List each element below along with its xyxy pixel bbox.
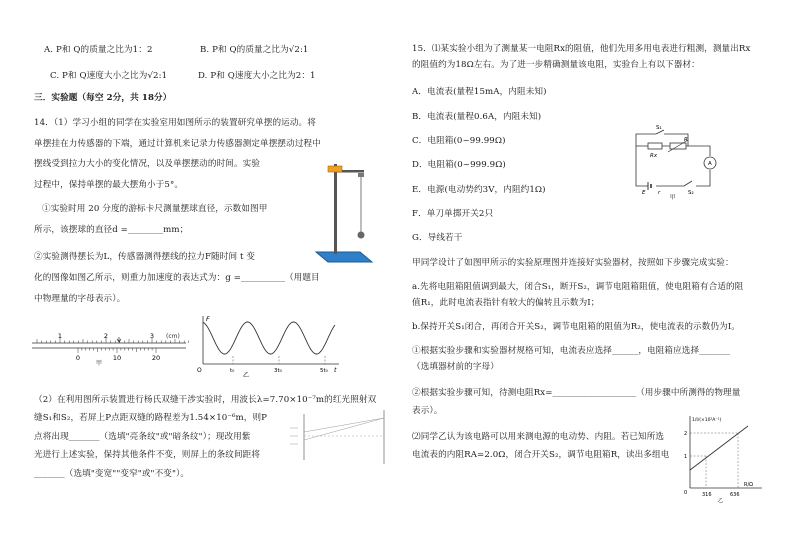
pendulum-stand-figure — [312, 160, 376, 270]
choice-b: B. P和 Q的质量之比为√2:1 — [200, 45, 309, 55]
inverse-current-graph — [676, 410, 766, 504]
graph2-caption: 乙 — [718, 498, 724, 504]
q14-part2-line-2: 缝S₁和S₂，若屏上P点距双缝的路程差为1.54×10⁻⁶m，则P — [34, 413, 268, 423]
section-heading: 三．实验题（每空 2分，共 18分） — [34, 93, 172, 103]
y-axis-label-2: 1/I/(×10²A⁻¹) — [692, 418, 722, 423]
x-axis-label-2: R/Ω — [744, 482, 753, 488]
main-tick-label-1: 1 — [57, 332, 63, 340]
caliper-unit: (cm) — [166, 333, 180, 340]
item-b: B．电流表(量程0.6A，内阻未知) — [412, 112, 542, 122]
vernier-tick-label-20: 20 — [151, 354, 161, 362]
switch-s2 — [684, 181, 692, 186]
q15-step-a-2: 值R₁，此时电流表指针有较大的偏转且示数为I； — [412, 298, 600, 308]
t0-tick: t₀ — [230, 368, 235, 374]
item-g: G．导线若干 — [412, 233, 463, 243]
5t0-tick: 5t₀ — [320, 368, 328, 374]
arrow-marker — [117, 337, 121, 342]
q15-sub1-1: ①根据实验步骤和实验器材规格可知，电流表应选择______，电阻箱应选择_______ — [412, 346, 730, 356]
item-c: C．电阻箱(0~99.99Ω) — [412, 136, 506, 146]
q15-line-2: 的阻值约为18Ω左右。为了进一步精确测量该电阻，实验台上有以下器材： — [412, 60, 700, 70]
y-tick-2: 2 — [684, 431, 688, 437]
y-axis-label: F — [206, 315, 210, 323]
q14-line-1: 14．（1）学习小组的同学在实验室用如图所示的装置研究单摆的运动。将 — [34, 118, 316, 128]
origin-label: O — [197, 367, 202, 374]
caliper-caption: 甲 — [96, 360, 103, 366]
graph-caption: 乙 — [243, 372, 250, 378]
origin-label-2: 0 — [684, 490, 688, 496]
q15-line-1: 15．⑴某实验小组为了测量某一电阻Rx的阻值，他们先用多用电表进行粗测，测量出Rx — [412, 44, 751, 54]
item-e: E．电源(电动势约3V，内阻约1Ω) — [412, 185, 546, 195]
q15-part2-1: ⑵同学乙认为该电路可以用来测电源的电动势、内阻。若已知所选 — [412, 432, 665, 442]
q15-step-intro: 甲同学设计了如图甲所示的实验原理图并连接好实验器材，按照如下步骤完成实验： — [412, 258, 734, 268]
item-a: A．电流表(量程15mA，内阻未知) — [412, 87, 547, 97]
label-r: R — [684, 137, 688, 143]
y-tick-1: 1 — [684, 454, 688, 460]
resistor-rx — [648, 143, 662, 149]
q14-line-6: 所示，该摆球的直径d =________mm； — [34, 225, 189, 235]
q15-step-b: b.保持开关S₁闭合，再闭合开关S₂，调节电阻箱的阻值为R₂，使电流表的示数仍为I。 — [412, 322, 741, 332]
q14-line-9: 中物理量的字母表示）。 — [34, 294, 126, 304]
label-e: E — [642, 190, 646, 196]
label-s1: S₁ — [656, 125, 662, 131]
q14-line-5: ①实验时用 20 分度的游标卡尺测量摆球直径，示数如图甲 — [42, 204, 268, 214]
circuit-diagram — [626, 124, 722, 200]
label-rx: Rx — [650, 153, 658, 159]
q14-line-3: 摆线受到拉力大小的变化情况，以及单摆摆动的时间。实验 — [34, 159, 261, 169]
q14-part2-line-1: （2）在利用图所示装置进行杨氏双缝干涉实验时，用波长λ=7.70×10⁻⁷m的红光照射双 — [34, 395, 377, 405]
choice-d: D. P和 Q速度大小之比为2：1 — [198, 71, 316, 81]
vernier-tick-label-10: 10 — [112, 354, 122, 362]
double-slit-figure — [286, 408, 390, 466]
item-d: D．电阻箱(0~999.9Ω) — [412, 160, 506, 170]
choice-a: A. P和 Q的质量之比为1：2 — [44, 45, 153, 55]
line-graph — [690, 426, 748, 470]
label-a: A — [708, 161, 712, 167]
x-axis-label: t — [334, 366, 337, 374]
q14-part2-line-4: 光进行上述实验，保持其他条件不变，则屏上的条纹间距将 — [34, 450, 261, 460]
label-r-internal: r — [658, 190, 661, 196]
main-tick-label-3: 3 — [149, 332, 155, 340]
q15-sub2-2: 表示）。 — [412, 406, 443, 416]
x-tick-316: 316 — [702, 492, 712, 498]
q14-line-4: 过程中，保持单摆的最大摆角小于5°。 — [34, 180, 184, 190]
q15-sub2-1: ②根据实验步骤可知，待测电阻Rx=___________________（用步骤中所测得的物理量 — [412, 388, 741, 398]
vernier-tick-label-0: 0 — [75, 354, 81, 362]
q14-part2-line-3: 点将出现_______（选填"亮条纹"或"暗条纹"）；现改用紫 — [34, 432, 251, 442]
vernier-scale-ticks — [78, 348, 156, 353]
vernier-caliper-figure — [26, 328, 192, 366]
circuit-caption: 甲 — [670, 195, 676, 200]
q14-part2-line-5: _______（选填"变宽""变窄"或"不变"）。 — [34, 469, 190, 479]
choice-c: C. P和 Q速度大小之比为√2:1 — [50, 71, 168, 81]
force-time-graph — [195, 312, 343, 378]
q15-part2-2: 电流表的内阻RA=2.0Ω，闭合开关S₂，调节电阻箱R，读出多组电 — [412, 450, 670, 460]
item-f: F．单刀单掷开关2只 — [412, 209, 494, 219]
x-tick-636: 636 — [730, 492, 740, 498]
3t0-tick: 3t₀ — [274, 368, 282, 374]
q14-line-2: 单摆挂在力传感器的下端，通过计算机来记录力传感器测定单摆摆动过程中 — [34, 139, 321, 149]
q14-line-8: 化的图像如图乙所示，则重力加速度的表达式为：g =__________（用题目 — [34, 273, 320, 283]
q15-sub1-2: （选填器材前的字母） — [412, 362, 499, 372]
q15-step-a-1: a.先将电阻箱阻值调到最大，闭合S₁，断开S₂，调节电阻箱阻值，使电阻箱有合适的阻 — [412, 282, 744, 292]
force-curve — [203, 322, 335, 354]
label-s2: S₂ — [688, 190, 694, 196]
q14-line-7: ②实验测得摆长为L，传感器测得摆线的拉力F随时间 t 变 — [34, 252, 256, 262]
main-tick-label-2: 2 — [103, 332, 109, 340]
